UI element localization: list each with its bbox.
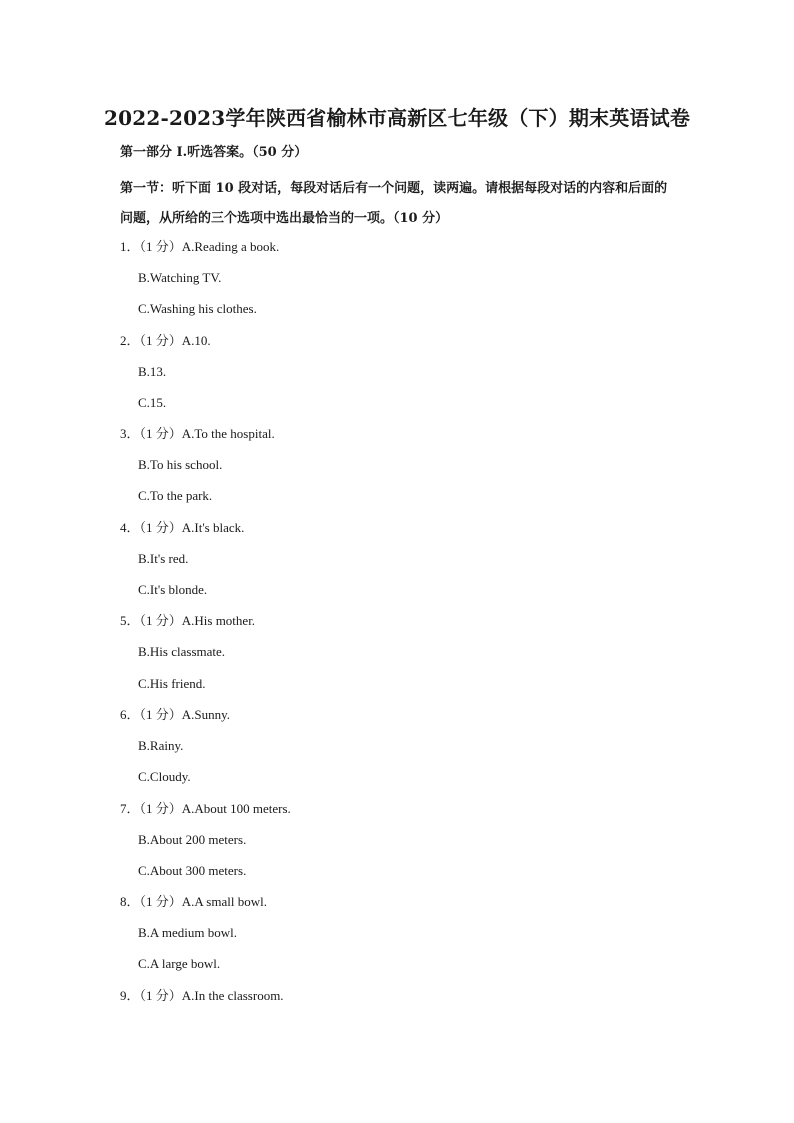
question-2-option-b: B.13.: [138, 364, 167, 379]
question-8-option-b: B.A medium bowl.: [138, 925, 237, 940]
question-8-option-c: C.A large bowl.: [138, 956, 221, 971]
question-4-option-c: C.It's blonde.: [138, 582, 208, 597]
question-5-option-b: B.His classmate.: [138, 644, 226, 659]
question-3-option-b: B.To his school.: [138, 457, 223, 472]
question-4-option-b: B.It's red.: [138, 551, 189, 566]
question-8: 8．（1 分）A.A small bowl.: [120, 894, 267, 909]
question-1-option-b: B.Watching TV.: [138, 270, 222, 285]
question-9: 9．（1 分）A.In the classroom.: [120, 988, 284, 1003]
question-2-option-c: C.15.: [138, 395, 167, 410]
question-5: 5．（1 分）A.His mother.: [120, 613, 256, 628]
question-3-option-c: C.To the park.: [138, 488, 213, 503]
part-heading: 第一部分 I.听选答案。（50 分）: [120, 145, 308, 160]
question-1-option-c: C.Washing his clothes.: [138, 301, 257, 316]
question-6: 6．（1 分）A.Sunny.: [120, 707, 231, 722]
question-2: 2．（1 分）A.10.: [120, 333, 211, 348]
question-5-option-c: C.His friend.: [138, 676, 206, 691]
question-7: 7．（1 分）A.About 100 meters.: [120, 801, 291, 816]
question-6-option-c: C.Cloudy.: [138, 769, 191, 784]
question-1: 1．（1 分）A.Reading a book.: [120, 239, 280, 254]
question-7-option-b: B.About 200 meters.: [138, 832, 247, 847]
exam-title: 2022-2023学年陕西省榆林市高新区七年级（下）期末英语试卷: [103, 106, 691, 130]
question-6-option-b: B.Rainy.: [138, 738, 184, 753]
question-3: 3．（1 分）A.To the hospital.: [120, 426, 275, 441]
question-7-option-c: C.About 300 meters.: [138, 863, 247, 878]
section-instructions: 第一节：听下面 10 段对话，每段对话后有一个问题，读两遍。请根据每段对话的内容和后面的问题，从所给的三个选项中选出最恰当的一项。（10 分）: [120, 181, 668, 226]
question-4: 4．（1 分）A.It's black.: [120, 520, 245, 535]
